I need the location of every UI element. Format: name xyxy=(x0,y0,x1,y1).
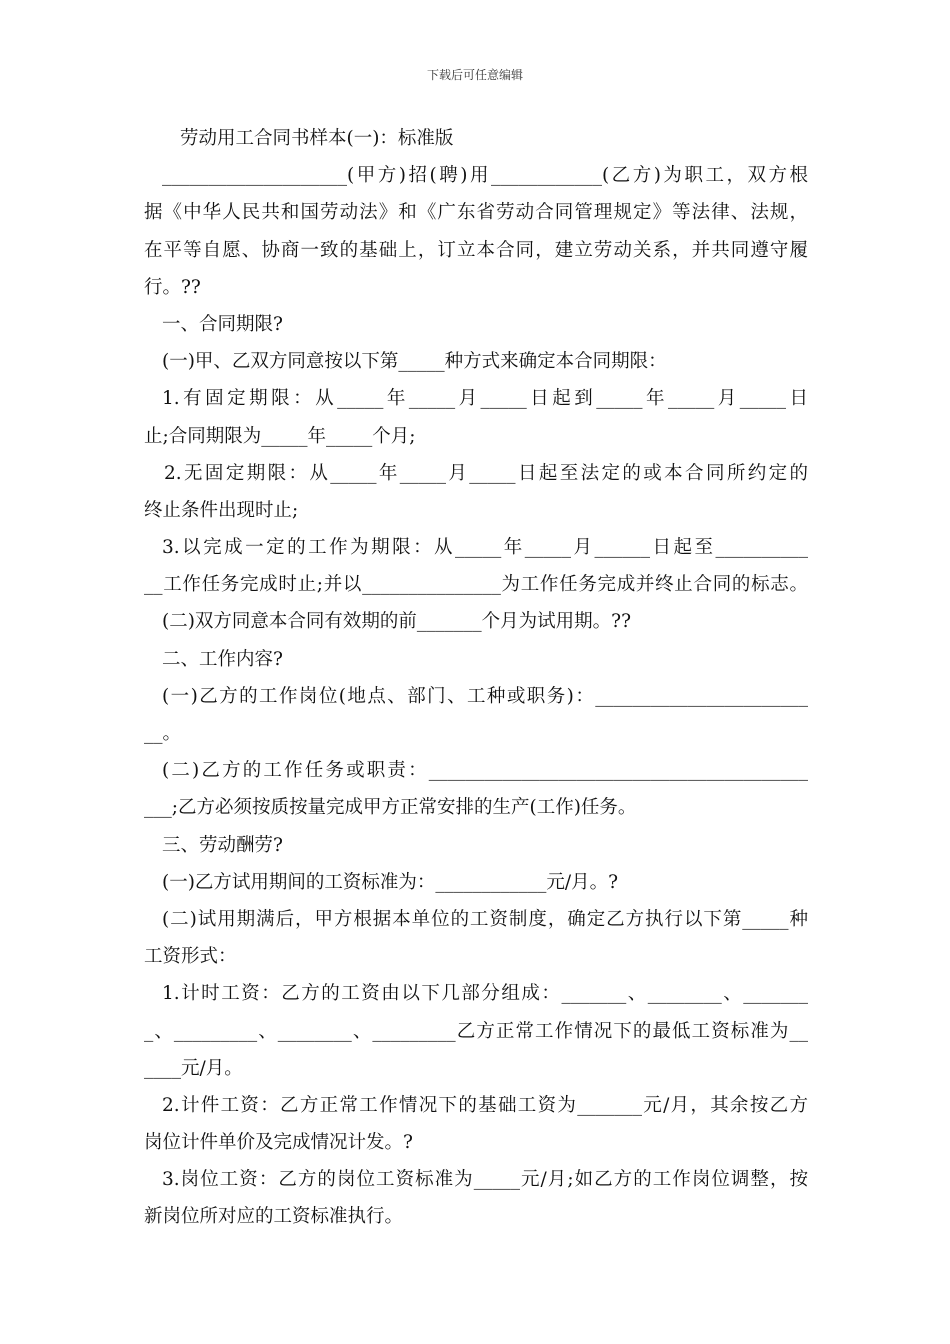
text-line: (二)试用期满后，甲方根据本单位的工资制度，确定乙方执行以下第_____种 xyxy=(162,908,808,930)
text-line: (一)乙方试用期间的工资标准为：____________元/月。? xyxy=(162,871,619,893)
text-line: 2.无固定期限：从_____年_____月_____日起至法定的或本合同所约定的 xyxy=(164,462,808,484)
section-heading: 一、合同期限? xyxy=(162,313,283,335)
text-line: ___;乙方必须按质按量完成甲方正常安排的生产(工作)任务。 xyxy=(144,797,637,819)
contract-body xyxy=(144,120,808,1236)
text-line: (二)乙方的工作任务或职责：_________________________________________ xyxy=(162,760,808,782)
text-line: 工资形式： xyxy=(144,946,237,968)
text-line: 岗位计件单价及完成情况计发。? xyxy=(144,1132,413,1154)
text-line: (一)乙方的工作岗位(地点、部门、工种或职务)：_______________________ xyxy=(162,685,808,707)
text-line: 行。?? xyxy=(144,276,201,298)
text-line: __。 xyxy=(144,723,182,744)
text-line: (一)甲、乙双方同意按以下第_____种方式来确定本合同期限： xyxy=(162,351,667,373)
section-heading: 二、工作内容? xyxy=(162,648,283,670)
text-line: 据《中华人民共和国劳动法》和《广东省劳动合同管理规定》等法律、法规， xyxy=(144,202,808,224)
text-line: 新岗位所对应的工资标准执行。 xyxy=(144,1206,404,1228)
text-line: 止;合同期限为_____年_____个月; xyxy=(144,425,416,447)
text-line: __工作任务完成时止;并以_______________为工作任务完成并终止合同的标志。 xyxy=(144,574,808,596)
text-line: _、_________、________、_________乙方正常工作情况下的最低工资标准为__ xyxy=(144,1020,808,1042)
text-line: ____元/月。 xyxy=(144,1057,243,1079)
section-heading: 三、劳动酬劳? xyxy=(162,834,283,856)
text-line: ____________________(甲方)招(聘)用____________(乙方)为职工，双方根 xyxy=(162,165,808,187)
text-line: 1.有固定期限：从_____年_____月_____日起到_____年_____月_____日 xyxy=(162,388,808,410)
contract-title: 劳动用工合同书样本(一)：标准版 xyxy=(180,128,454,149)
text-line: 2.计件工资：乙方正常工作情况下的基础工资为_______元/月，其余按乙方 xyxy=(162,1094,808,1116)
text-line: 在平等自愿、协商一致的基础上，订立本合同，建立劳动关系，并共同遵守履 xyxy=(144,239,808,261)
page-header: 下载后可任意编辑 xyxy=(426,68,523,82)
text-line: (二)双方同意本合同有效期的前_______个月为试用期。?? xyxy=(162,611,632,633)
text-line: 3.岗位工资：乙方的岗位工资标准为_____元/月;如乙方的工作岗位调整，按 xyxy=(162,1169,808,1191)
text-line: 1.计时工资：乙方的工资由以下几部分组成：_______、________、_______ xyxy=(162,983,808,1005)
text-line: 3.以完成一定的工作为期限：从_____年_____月______日起至__________ xyxy=(162,537,808,559)
text-line: 终止条件出现时止; xyxy=(144,499,299,521)
